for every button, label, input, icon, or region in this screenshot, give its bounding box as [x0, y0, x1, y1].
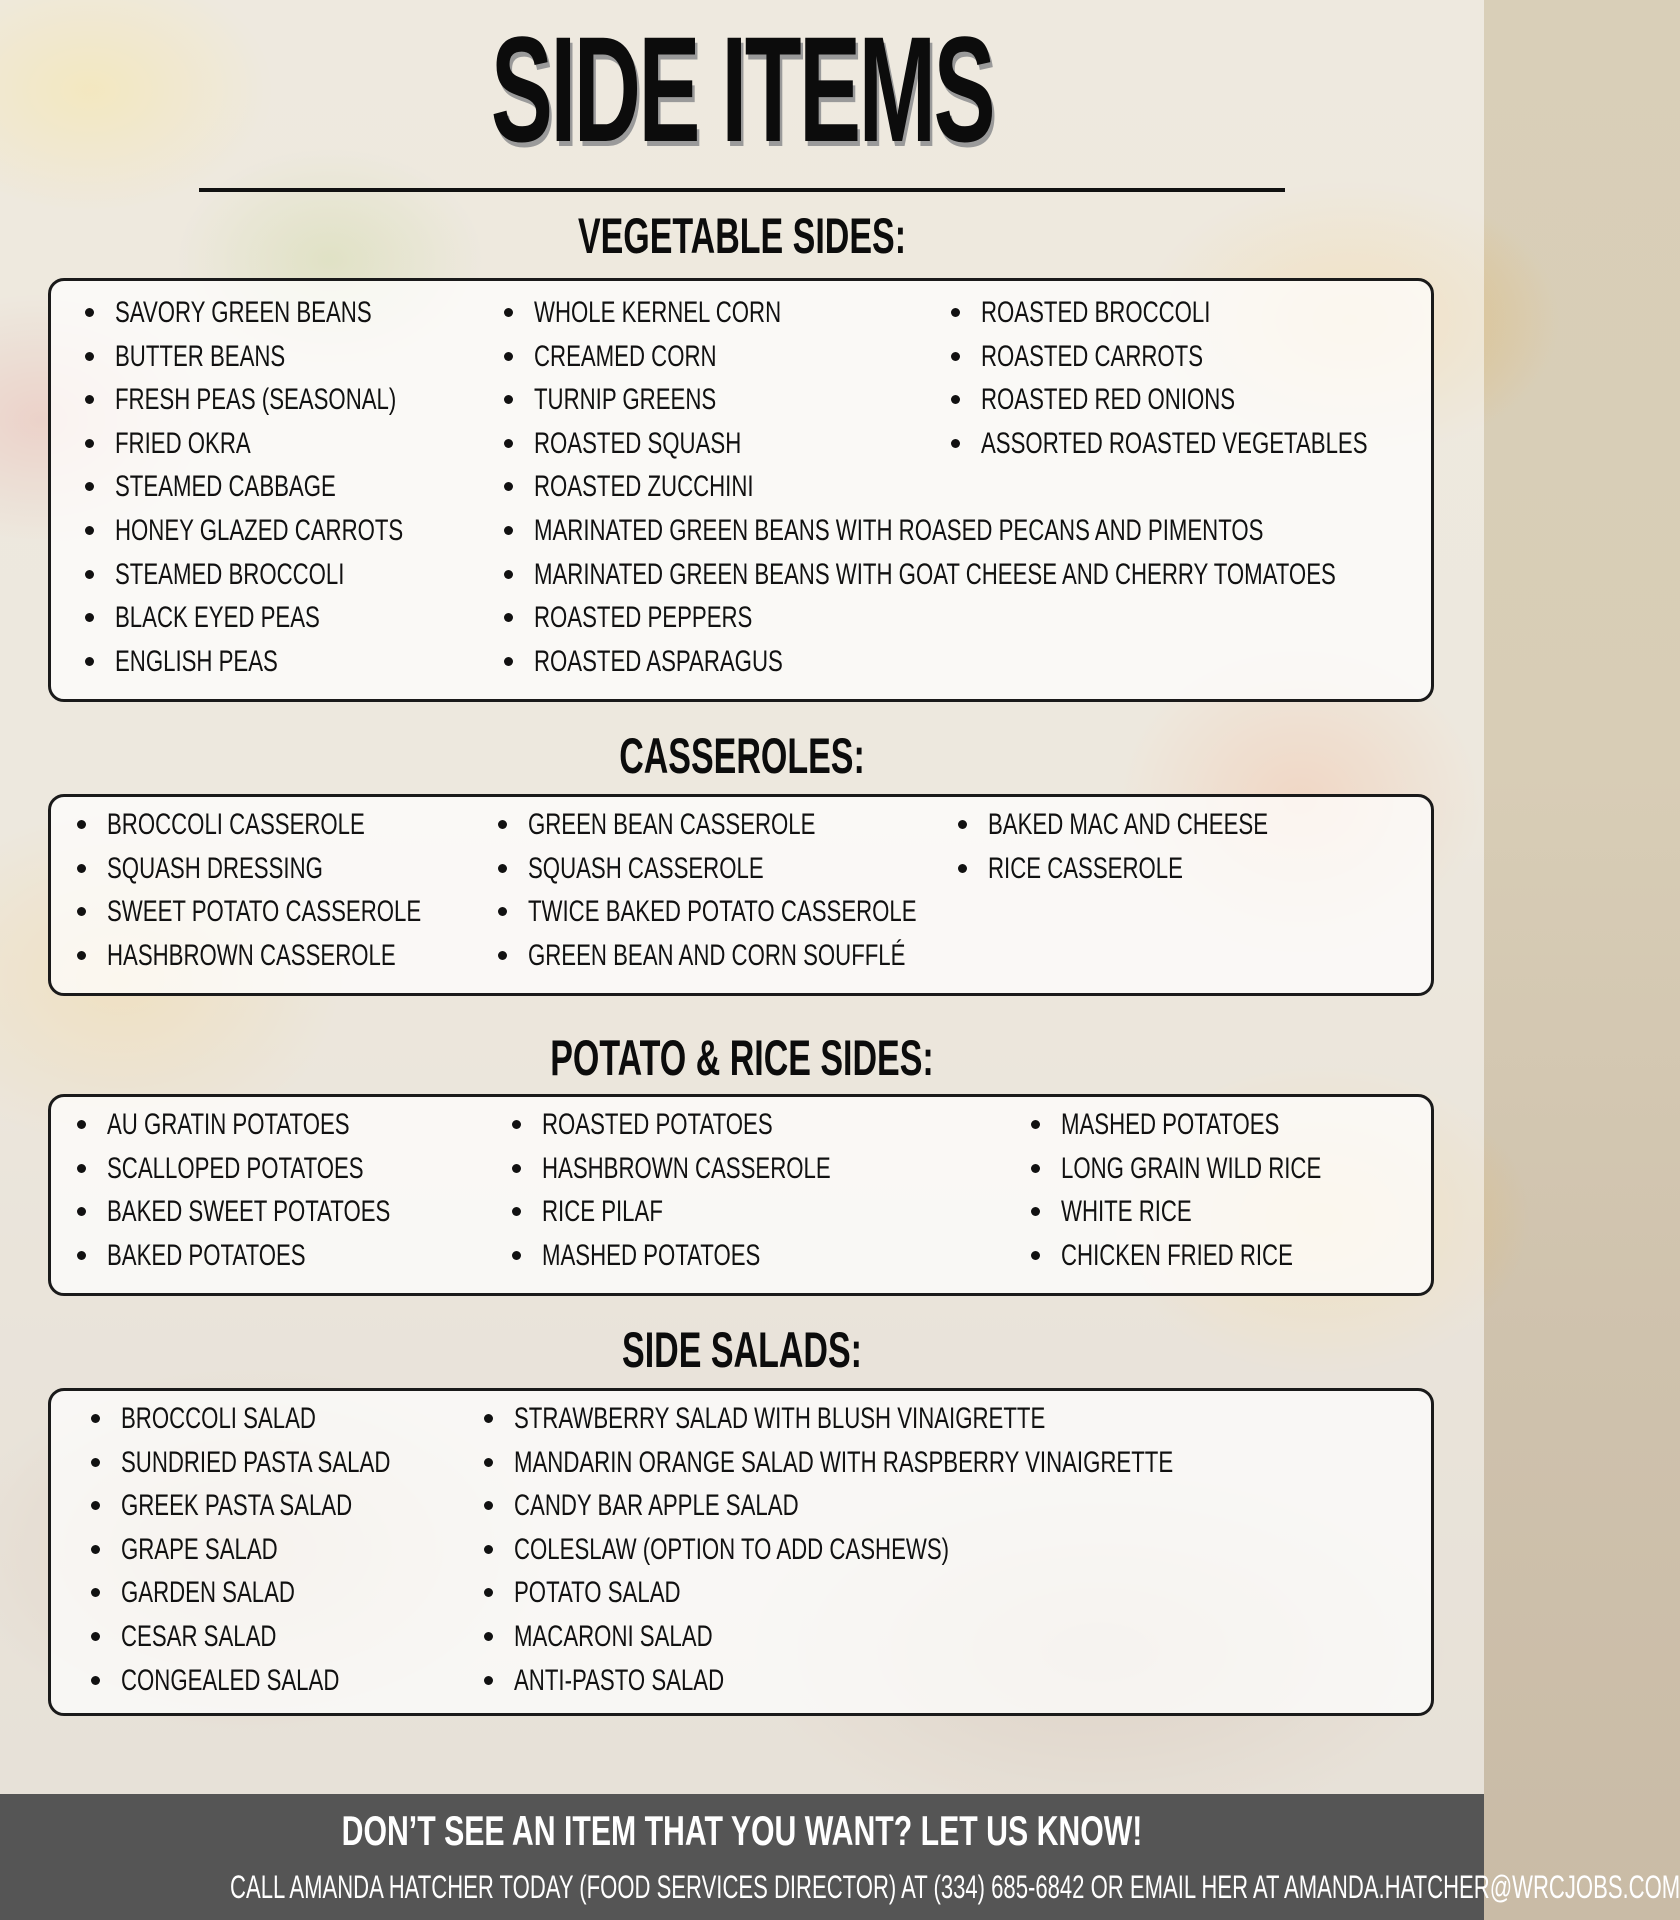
list-item: ROASTED BROCCOLI — [951, 291, 1503, 335]
list-item: ROASTED POTATOES — [512, 1103, 932, 1147]
list-item: ROASTED SQUASH — [504, 422, 1618, 466]
list-item: CANDY BAR APPLE SALAD — [484, 1484, 1405, 1528]
list-item: TWICE BAKED POTATO CASSEROLE — [498, 890, 1053, 934]
list-item: ENGLISH PEAS — [85, 640, 505, 684]
list-item: STEAMED CABBAGE — [85, 465, 505, 509]
casseroles-box — [48, 794, 1434, 996]
list-item: CREAMED CORN — [504, 335, 1618, 379]
potato-rice-sides-column-1 — [77, 1103, 490, 1277]
potato-rice-sides-column-3 — [1031, 1103, 1413, 1277]
list-item: TURNIP GREENS — [504, 378, 1618, 422]
side-salads-column-1 — [91, 1397, 485, 1702]
list-item: MACARONI SALAD — [484, 1615, 1405, 1659]
list-item: CHICKEN FRIED RICE — [1031, 1234, 1413, 1278]
footer-headline: DON’T SEE AN ITEM THAT YOU WANT? LET US KNOW! — [341, 1807, 1143, 1854]
list-item: ROASTED CARROTS — [951, 335, 1503, 379]
casseroles-column-1 — [77, 803, 532, 977]
section-heading-vegetable-sides: VEGETABLE SIDES: — [577, 208, 907, 264]
list-item: LONG GRAIN WILD RICE — [1031, 1147, 1413, 1191]
section-heading-side-salads: SIDE SALADS: — [622, 1322, 862, 1378]
side-salads-column-2 — [484, 1397, 1405, 1702]
list-item: BAKED MAC AND CHEESE — [958, 803, 1366, 847]
list-item: ROASTED ASPARAGUS — [504, 640, 1618, 684]
list-item: SWEET POTATO CASSEROLE — [77, 890, 532, 934]
list-item: SQUASH CASSEROLE — [498, 847, 1053, 891]
list-item: HONEY GLAZED CARROTS — [85, 509, 505, 553]
list-item: BAKED POTATOES — [77, 1234, 490, 1278]
list-item: GREEK PASTA SALAD — [91, 1484, 485, 1528]
list-item: BUTTER BEANS — [85, 335, 505, 379]
section-heading-casseroles: CASSEROLES: — [619, 728, 865, 784]
list-item: SQUASH DRESSING — [77, 847, 532, 891]
list-item: RICE PILAF — [512, 1190, 932, 1234]
list-item: MASHED POTATOES — [512, 1234, 932, 1278]
list-item: GREEN BEAN CASSEROLE — [498, 803, 1053, 847]
section-heading-potato-rice-sides: POTATO & RICE SIDES: — [550, 1030, 934, 1086]
vegetable-sides-box — [48, 278, 1434, 702]
list-item: ROASTED ZUCCHINI — [504, 465, 1618, 509]
list-item: HASHBROWN CASSEROLE — [77, 934, 532, 978]
list-item: HASHBROWN CASSEROLE — [512, 1147, 932, 1191]
side-salads-box — [48, 1388, 1434, 1716]
list-item: ROASTED PEPPERS — [504, 596, 1618, 640]
list-item: MARINATED GREEN BEANS WITH GOAT CHEESE AND CHERRY TOMATOES — [504, 553, 1618, 597]
list-item: COLESLAW (OPTION TO ADD CASHEWS) — [484, 1528, 1405, 1572]
list-item: FRESH PEAS (SEASONAL) — [85, 378, 505, 422]
list-item: WHITE RICE — [1031, 1190, 1413, 1234]
casseroles-column-3 — [958, 803, 1366, 890]
potato-rice-sides-column-2 — [512, 1103, 932, 1277]
list-item: ASSORTED ROASTED VEGETABLES — [951, 422, 1503, 466]
list-item: RICE CASSEROLE — [958, 847, 1366, 891]
list-item: STEAMED BROCCOLI — [85, 553, 505, 597]
potato-rice-sides-box — [48, 1094, 1434, 1296]
list-item: STRAWBERRY SALAD WITH BLUSH VINAIGRETTE — [484, 1397, 1405, 1441]
list-item: BROCCOLI CASSEROLE — [77, 803, 532, 847]
list-item: SCALLOPED POTATOES — [77, 1147, 490, 1191]
footer-contact: CALL AMANDA HATCHER TODAY (FOOD SERVICES DIRECTOR) AT (334) 685-6842 OR EMAIL HER AT AMANDA.HATCHER@WRCJOBS.COM — [230, 1869, 1680, 1905]
list-item: SUNDRIED PASTA SALAD — [91, 1441, 485, 1485]
list-item: ROASTED RED ONIONS — [951, 378, 1503, 422]
list-item: SAVORY GREEN BEANS — [85, 291, 505, 335]
list-item: AU GRATIN POTATOES — [77, 1103, 490, 1147]
list-item: FRIED OKRA — [85, 422, 505, 466]
list-item: CONGEALED SALAD — [91, 1659, 485, 1703]
list-item: GRAPE SALAD — [91, 1528, 485, 1572]
list-item: GREEN BEAN AND CORN SOUFFLÉ — [498, 934, 1053, 978]
list-item: POTATO SALAD — [484, 1571, 1405, 1615]
list-item: BLACK EYED PEAS — [85, 596, 505, 640]
list-item: BROCCOLI SALAD — [91, 1397, 485, 1441]
vegetable-sides-column-1 — [85, 291, 505, 683]
list-item: BAKED SWEET POTATOES — [77, 1190, 490, 1234]
list-item: MARINATED GREEN BEANS WITH ROASED PECANS AND PIMENTOS — [504, 509, 1618, 553]
page-title: SIDE ITEMS — [490, 5, 994, 173]
list-item: MANDARIN ORANGE SALAD WITH RASPBERRY VINAIGRETTE — [484, 1441, 1405, 1485]
title-divider — [199, 188, 1285, 192]
list-item: WHOLE KERNEL CORN — [504, 291, 1618, 335]
list-item: ANTI-PASTO SALAD — [484, 1659, 1405, 1703]
list-item: CESAR SALAD — [91, 1615, 485, 1659]
vegetable-sides-column-3 — [951, 291, 1503, 465]
list-item: GARDEN SALAD — [91, 1571, 485, 1615]
list-item: MASHED POTATOES — [1031, 1103, 1413, 1147]
